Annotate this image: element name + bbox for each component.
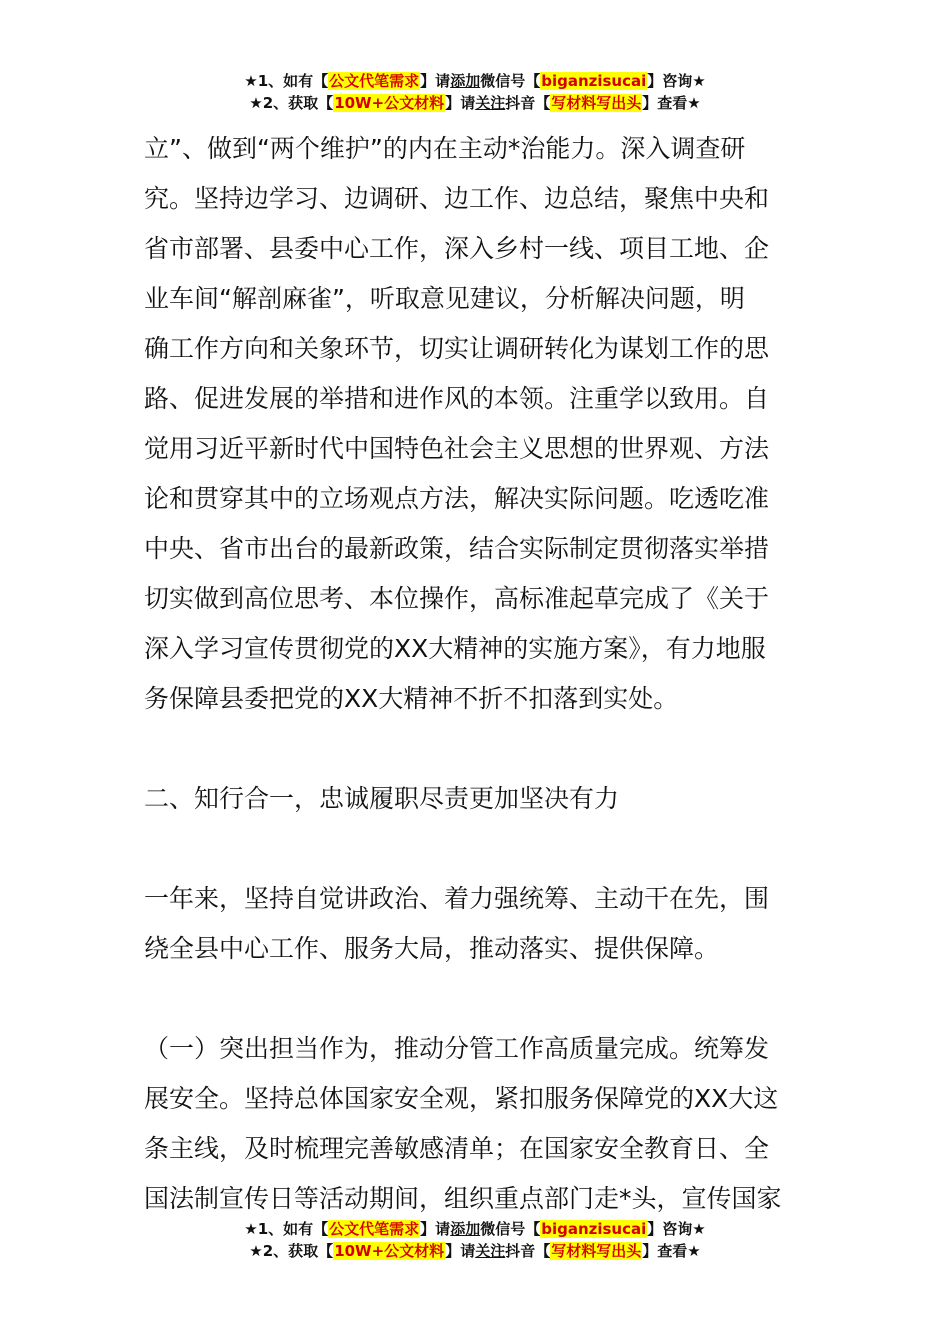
banner-text: 】咨询★: [647, 72, 706, 90]
body-line: 展安全。坚持总体国家安全观，紧扣服务保障党的XX大这: [144, 1084, 779, 1113]
body-line: 一年来，坚持自觉讲政治、着力强统筹、主动干在先，围: [144, 884, 770, 913]
banner-highlight: 公文代笔需求: [329, 1220, 420, 1238]
document-body: [144, 124, 808, 1224]
banner-highlight: 公文代笔需求: [329, 72, 420, 90]
banner-text: 抖音【: [505, 94, 551, 112]
banner-highlight: 写材料写出头: [551, 94, 642, 112]
body-line: 确工作方向和关象环节，切实让调研转化为谋划工作的思: [144, 334, 770, 363]
body-line: 绕全县中心工作、服务大局，推动落实、提供保障。: [144, 934, 720, 963]
banner-text: 】咨询★: [647, 1220, 706, 1238]
banner-underline: 添加: [450, 72, 481, 90]
body-line: 省市部署、县委中心工作，深入乡村一线、项目工地、企: [144, 234, 770, 263]
banner-underline: 关注: [475, 1242, 506, 1260]
banner-line-1: [0, 70, 950, 92]
banner-highlight: biganzisucai: [541, 1220, 647, 1238]
body-line: 立”、做到“两个维护”的内在主动*治能力。深入调查研: [144, 134, 746, 163]
banner-text: 】请: [420, 72, 451, 90]
banner-line-1: [0, 1218, 950, 1240]
section-heading: 二、知行合一，忠诚履职尽责更加坚决有力: [144, 784, 620, 813]
body-line: 论和贯穿其中的立场观点方法，解决实际问题。吃透吃准: [144, 484, 770, 513]
banner-underline: 关注: [475, 94, 506, 112]
top-banner: [0, 70, 950, 114]
banner-highlight: 10W+公文材料: [334, 1242, 445, 1260]
body-line: 切实做到高位思考、本位操作，高标准起草完成了《关于: [144, 584, 770, 613]
banner-text: 微信号【: [480, 1220, 541, 1238]
banner-text: ★2、获取【: [249, 94, 334, 112]
body-line: 路、促进发展的举措和进作风的本领。注重学以致用。自: [144, 384, 770, 413]
body-line: 深入学习宣传贯彻党的XX大精神的实施方案》，有力地服: [144, 634, 766, 663]
body-line: （一）突出担当作为，推动分管工作高质量完成。统筹发: [144, 1034, 770, 1063]
body-line: 究。坚持边学习、边调研、边工作、边总结，聚焦中央和: [144, 184, 770, 213]
banner-highlight: biganzisucai: [541, 72, 647, 90]
body-line: 国法制宣传日等活动期间，组织重点部门走*头，宣传国家: [144, 1184, 782, 1213]
body-line: 中央、省市出台的最新政策，结合实际制定贯彻落实举措: [144, 534, 770, 563]
banner-text: 微信号【: [480, 72, 541, 90]
banner-text: 】查看★: [642, 94, 701, 112]
banner-highlight: 写材料写出头: [551, 1242, 642, 1260]
paragraph-gap: [144, 974, 808, 1024]
banner-text: ★2、获取【: [249, 1242, 334, 1260]
banner-text: ★1、如有【: [244, 1220, 329, 1238]
banner-underline: 添加: [450, 1220, 481, 1238]
body-line: 业车间“解剖麻雀”，听取意见建议，分析解决问题，明: [144, 284, 745, 313]
banner-text: 抖音【: [505, 1242, 551, 1260]
banner-text: 】请: [445, 1242, 476, 1260]
banner-text: 】请: [445, 94, 476, 112]
banner-line-2: [0, 1240, 950, 1262]
body-line: 条主线，及时梳理完善敏感清单；在国家安全教育日、全: [144, 1134, 770, 1163]
paragraph-gap: [144, 824, 808, 874]
banner-line-2: [0, 92, 950, 114]
banner-text: 】查看★: [642, 1242, 701, 1260]
banner-highlight: 10W+公文材料: [334, 94, 445, 112]
bottom-banner: [0, 1218, 950, 1262]
paragraph-gap: [144, 724, 808, 774]
banner-text: 】请: [420, 1220, 451, 1238]
body-line: 务保障县委把党的XX大精神不折不扣落到实处。: [144, 684, 679, 713]
banner-text: ★1、如有【: [244, 72, 329, 90]
body-line: 觉用习近平新时代中国特色社会主义思想的世界观、方法: [144, 434, 770, 463]
